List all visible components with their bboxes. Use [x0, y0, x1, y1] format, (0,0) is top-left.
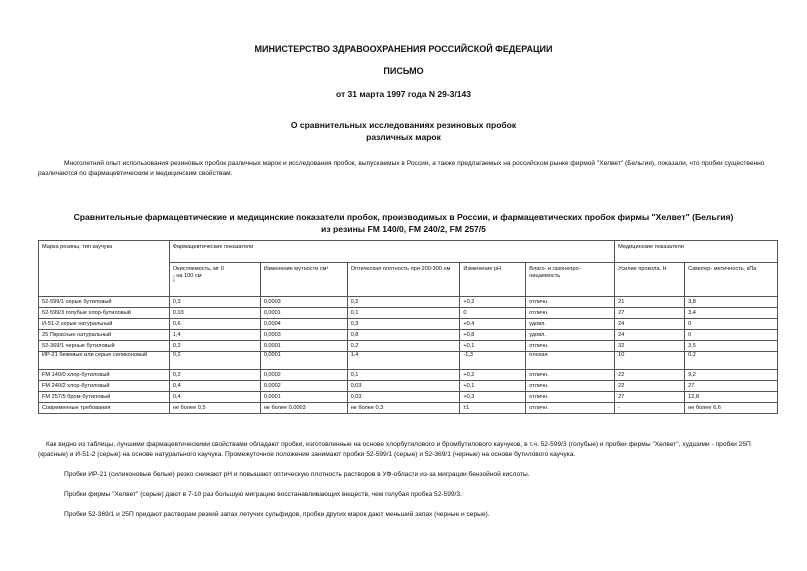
cell-value: +0,2 [460, 370, 526, 381]
cell-value: 12,8 [685, 392, 778, 403]
cell-brand: FM 240/2 хлор-бутиловый [39, 381, 170, 392]
table-row [39, 308, 778, 319]
header-moisture: Влаго- и газонепро- ницаемость [526, 263, 615, 297]
cell-brand: ИР-21 бежевые или серые силиконовый [39, 352, 170, 370]
cell-value: 0,8 [347, 330, 460, 341]
cell-value: 0,1 [347, 308, 460, 319]
cell-value: отличн. [526, 381, 615, 392]
cell-value: 0 [685, 330, 778, 341]
cell-value: 3,5 [685, 341, 778, 352]
plus-minus-mark: ± [463, 404, 467, 411]
cell-brand: Современные требования [39, 403, 170, 414]
header-self-sealing: Самогер- метичность, кПа [685, 263, 778, 297]
conclusion-paragraph-3: Пробки фирмы "Хелвет" (серые) дают в 7-10 раз большую миграцию восстанавливающих веществ, чем голубая пробка 52-599/3. [64, 491, 462, 498]
cell-value: отличн. [526, 341, 615, 352]
table-row [39, 297, 778, 308]
cell-value: не более 6,6 [685, 403, 778, 414]
cell-value: 0,1 [347, 370, 460, 381]
cell-value: не более 0,5 [169, 403, 260, 414]
cell-value: 22 [615, 370, 685, 381]
cell-value: 32 [615, 341, 685, 352]
cell-value: 1,4 [169, 330, 260, 341]
cell-brand: 52-599/3 голубые хлор-бутиловый [39, 308, 170, 319]
subject-line-2: различных марок [366, 132, 441, 142]
header-pharm-group: Фармацевтические показатели [169, 241, 614, 263]
cell-value: 24 [615, 330, 685, 341]
cell-value: 3,8 [685, 297, 778, 308]
table-row [39, 392, 778, 403]
cell-value: +0,8 [460, 330, 526, 341]
cell-value: отличн. [526, 370, 615, 381]
cell-brand: FM 257/5 бром-бутиловый [39, 392, 170, 403]
cell-value: - [615, 403, 685, 414]
cell-value: 0,3 [169, 297, 260, 308]
subject-line-1: О сравнительных исследованиях резиновых пробок [290, 120, 517, 130]
cell-value: 0,0002 [260, 381, 347, 392]
cell-value: 0 [685, 319, 778, 330]
header-brand: Марка резины, тип каучука [39, 241, 170, 297]
cell-value: 0,2 [169, 370, 260, 381]
header-piercing-force: Усилие прокола, Н [615, 263, 685, 297]
cell-value: 9,2 [685, 370, 778, 381]
header-oxidizability [169, 263, 260, 297]
cell-value: +0,4 [460, 319, 526, 330]
cell-value: отличн. [526, 308, 615, 319]
cell-value: +0,1 [460, 381, 526, 392]
cell-value: 0,0003 [260, 330, 347, 341]
header-oxidizability-unit-text: на 100 см [176, 273, 202, 279]
cell-value: +0,2 [460, 297, 526, 308]
cell-value: не более 0,3 [347, 403, 460, 414]
cell-value: 0,0002 [260, 370, 347, 381]
cell-value: 27 [615, 308, 685, 319]
header-ph-change: Изменение pH [460, 263, 526, 297]
cell-value: удовл. [526, 319, 615, 330]
header-med-group: Медицинские показатели [615, 241, 778, 263]
cell-value: 10 [615, 352, 685, 370]
cell-value-text: 1 [466, 404, 470, 411]
cell-value: удовл. [526, 330, 615, 341]
cell-brand: FM 140/0 хлор-бутиловый [39, 370, 170, 381]
cell-value: 27 [615, 392, 685, 403]
cell-value: 27 [685, 381, 778, 392]
document-date-number: от 31 марта 1997 года N 29-3/143 [336, 89, 471, 99]
table-title [0, 211, 807, 235]
conclusion-paragraph-2: Пробки ИР-21 (силиконовые белые) резко снижают pH и повышают оптическую плотность растворов в УФ-области из-за миграции бензойной кислоты. [64, 471, 530, 478]
header-oxidizability-label: Окисляемость, мг 0 [172, 266, 224, 272]
cell-value: 0,2 [685, 352, 778, 370]
cell-value: 0,0003 [260, 297, 347, 308]
cell-value: 0,6 [169, 319, 260, 330]
cell-value: отличн. [526, 403, 615, 414]
document-subject [0, 119, 807, 143]
table-row [39, 330, 778, 341]
cell-value: 0,0001 [260, 352, 347, 370]
superscript-mark: ³ [326, 266, 329, 272]
cell-value: 0,03 [169, 308, 260, 319]
cell-value: 0,0001 [260, 392, 347, 403]
cell-brand: И-51-2 серые натуральный [39, 319, 170, 330]
intro-paragraph: Многолетний опыт использования резиновых пробок различных марок и исследования пробок, выпускаемых в России, а также предлагаемых на российском рынке фирмой "Хелвет" (Бельгия), показали, что пробки существенно различаются по фармацевтическим и медицинским свойствам. [38, 160, 765, 177]
cell-value: 21 [615, 297, 685, 308]
cell-value: +0,1 [460, 341, 526, 352]
subscript-mark: ₂ [172, 273, 175, 279]
cell-value: 0 [460, 308, 526, 319]
table-row [39, 352, 778, 370]
table-row [39, 370, 778, 381]
cell-value: 0,2 [347, 341, 460, 352]
superscript-mark: ³ [172, 279, 175, 285]
cell-value: 0,2 [169, 352, 260, 370]
cell-brand: 52-599/1 серые бутиловый [39, 297, 170, 308]
table-row [39, 341, 778, 352]
conclusion-paragraph-4: Пробки 52-369/1 и 25П придают растворам резкий запах летучих сульфидов, пробки других марок дают меньший запах (черные и серые). [64, 511, 490, 518]
comparison-table [38, 240, 778, 414]
table-row [39, 319, 778, 330]
cell-value: 0,03 [347, 392, 460, 403]
cell-value: 0,2 [169, 341, 260, 352]
cell-value: 0,2 [347, 297, 460, 308]
header-optical-density: Оптическая плотность при 200-300 нм [347, 263, 460, 297]
cell-value: 3,4 [685, 308, 778, 319]
ministry-heading: МИНИСТЕРСТВО ЗДРАВООХРАНЕНИЯ РОССИЙСКОЙ ФЕДЕРАЦИИ [254, 44, 553, 54]
cell-value [460, 403, 526, 414]
cell-value: 0,03 [347, 381, 460, 392]
cell-value: 0,4 [169, 392, 260, 403]
cell-value: 0,4 [169, 381, 260, 392]
table-title-line-1: Сравнительные фармацевтические и медицинские показатели пробок, производимых в России, и фармацевтических пробок фирмы "Хелвет" (Бельгия) [73, 212, 734, 222]
table-row-requirements [39, 403, 778, 414]
cell-value: +0,3 [460, 392, 526, 403]
cell-value: не более 0,0003 [260, 403, 347, 414]
document-type: ПИСЬМО [383, 66, 424, 76]
header-turbidity-label: Изменение мутности см [263, 266, 327, 272]
cell-value: 24 [615, 319, 685, 330]
cell-value: 0,3 [347, 319, 460, 330]
cell-brand: 25 Пкрасные натуральный [39, 330, 170, 341]
cell-value: 0,0001 [260, 341, 347, 352]
cell-brand: 52-369/1 черные бутиловый [39, 341, 170, 352]
cell-value: плохая [526, 352, 615, 370]
header-oxidizability-unit [173, 273, 257, 280]
cell-value: -1,3 [460, 352, 526, 370]
conclusion-paragraph-1: Как видно из таблицы, лучшими фармацевтическими свойствами обладают пробки, изготовленные на основе хлорбутилового и бромбутилового каучуков, в т.ч. 52-599/3 (голубые) и пробки фирмы "Хелвет", худшими - пробки 25П (красные) и И-51-2 (серые) на основе натурального каучука. Промежуточное положение занимают пробки 52-599/1 (серые) и 52-369/1 (черные) на основе бутилового каучука. [38, 441, 751, 458]
cell-value: отличн. [526, 297, 615, 308]
table-title-line-2: из резины FM 140/0, FM 240/2, FM 257/5 [321, 224, 486, 234]
cell-value: 1,4 [347, 352, 460, 370]
header-turbidity [260, 263, 347, 297]
cell-value: 22 [615, 381, 685, 392]
cell-value: 0,0001 [260, 308, 347, 319]
cell-value: отличн. [526, 392, 615, 403]
cell-value: 0,0004 [260, 319, 347, 330]
table-row [39, 381, 778, 392]
